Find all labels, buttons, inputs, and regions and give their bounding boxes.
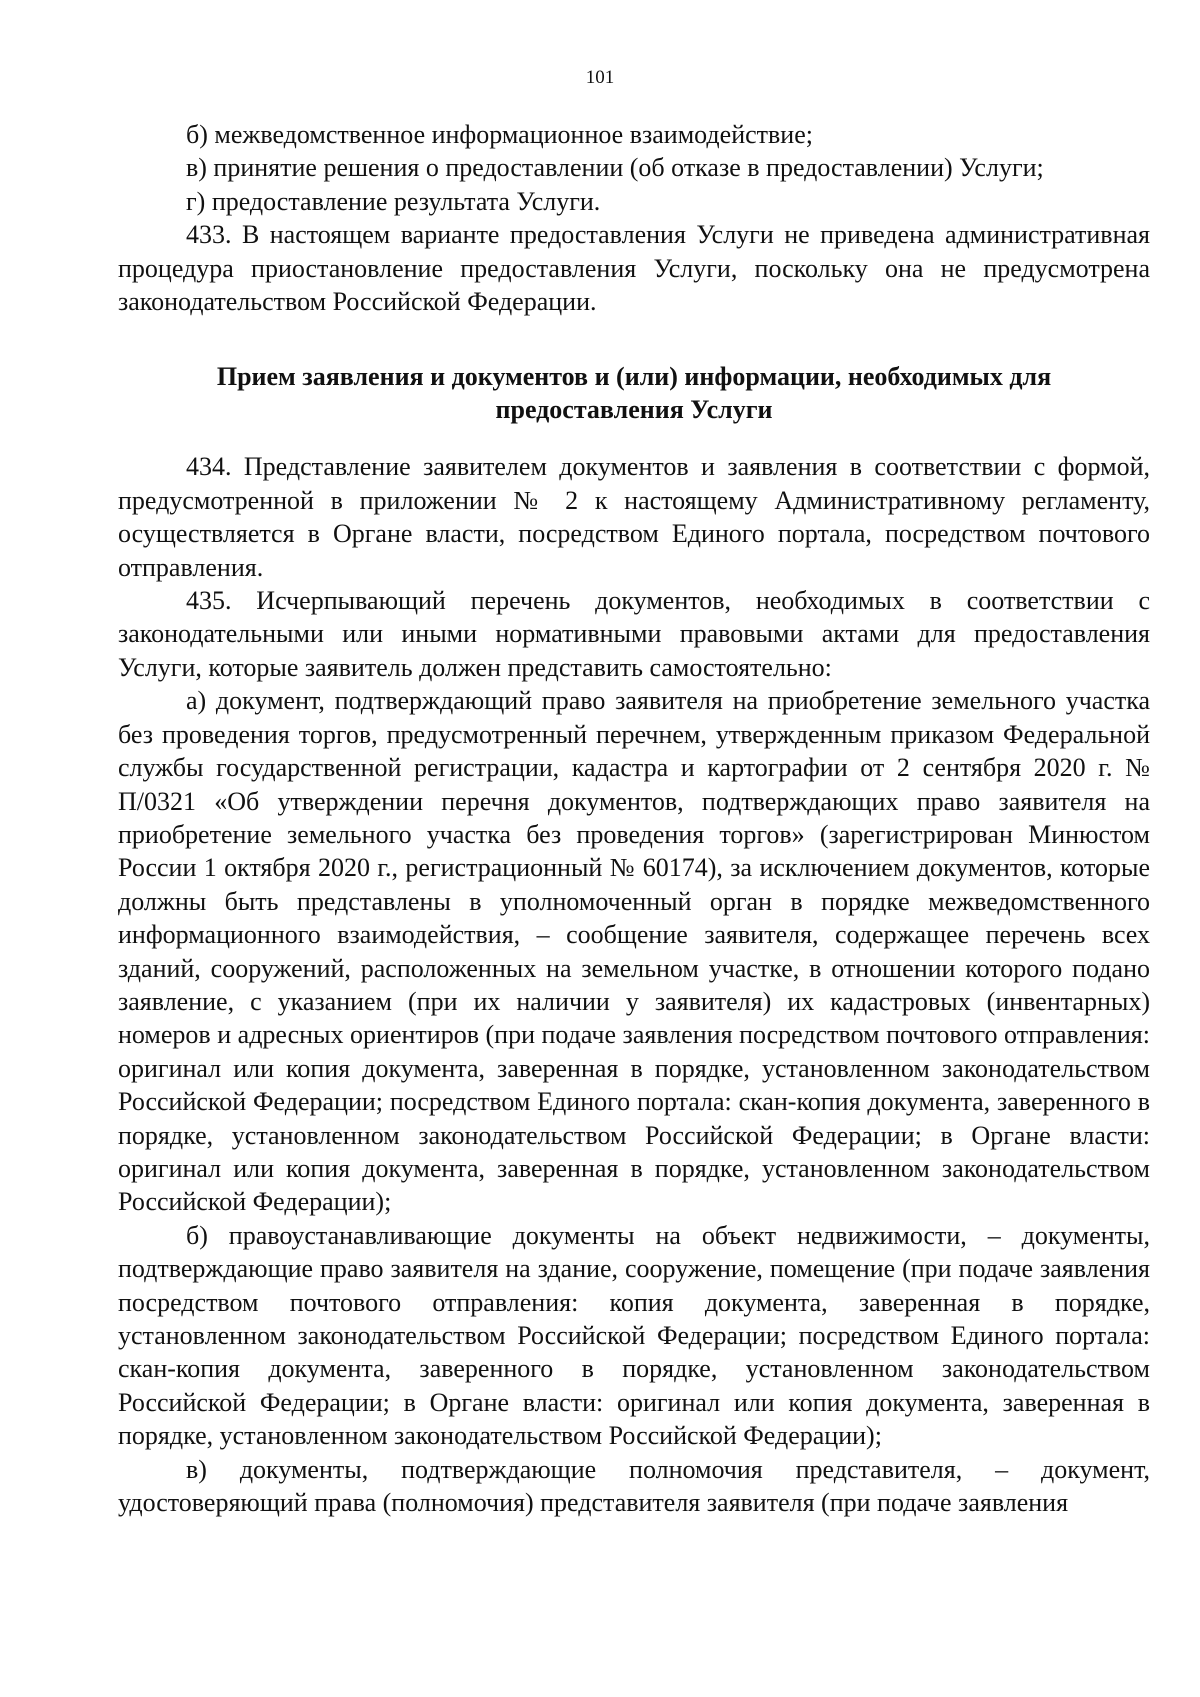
paragraph-434: 434. Представление заявителем документов и заявления в соответствии с формой, предусмотренной в приложении № 2 к настоящему Административному регламенту, осуществляется в Органе власти, посредством Единого портала, посредством почтового отправления. [118, 452, 1150, 582]
paragraph-433: 433. В настоящем варианте предоставления Услуги не приведена административная процедура приостановление предоставления Услуги, поскольку она не предусмотрена законодательством Российской Федерации. [118, 220, 1150, 317]
list-item-b: б) межведомственное информационное взаимодействие; [186, 120, 813, 149]
paragraph-435-b: б) правоустанавливающие документы на объект недвижимости, – документы, подтверждающие право заявителя на здание, сооружение, помещение (при подаче заявления посредством почтового отправления: копия документа, заверенная в порядке, установленном законодательством Российской Федерации; посредством Единого портала: скан-копия документа, заверенного в порядке, установленном законодательством Российской Федерации; в Органе власти: оригинал или копия документа, заверенная в порядке, установленном законодательством Российской Федерации); [118, 1220, 1150, 1451]
document-body [118, 118, 1150, 1519]
list-item-v: в) принятие решения о предоставлении (об отказе в предоставлении) Услуги; [186, 153, 1044, 183]
page-number: 101 [585, 67, 615, 88]
paragraph-435-a: а) документ, подтверждающий право заявителя на приобретение земельного участка без проведения торгов, предусмотренный перечнем, утвержденным приказом Федеральной службы государственной регистрации, кадастра и картографии от 2 сентября 2020 г. № П/0321 «Об утверждении перечня документов, подтверждающих право заявителя на приобретение земельного участка без проведения торгов» (зарегистрирован Минюстом России 1 октября 2020 г., регистрационный № 60174), за исключением документов, которые должны быть представлены в уполномоченный орган в порядке межведомственного информационного взаимодействия, – сообщение заявителя, содержащее перечень всех зданий, сооружений, расположенных на земельном участке, в отношении которого подано заявление, с указанием (при их наличии у заявителя) их кадастровых (инвентарных) номеров и адресных ориентиров (при подаче заявления посредством почтового отправления: оригинал или копия документа, заверенная в порядке, установленном законодательством Российской Федерации; посредством Единого портала: скан-копия документа, заверенного в порядке, установленном законодательством Российской Федерации; в Органе власти: оригинал или копия документа, заверенная в порядке, установленном законодательством Российской Федерации); [118, 686, 1150, 1217]
paragraph-435: 435. Исчерпывающий перечень документов, необходимых в соответствии с законодательными или иными нормативными правовыми актами для предоставления Услуги, которые заявитель должен представить самостоятельно: [118, 586, 1150, 682]
section-heading: Прием заявления и документов и (или) информации, необходимых для предоставления Услуги [216, 362, 1052, 425]
paragraph-435-v: в) документы, подтверждающие полномочия представителя, – документ, удостоверяющий права (полномочия) представителя заявителя (при подаче заявления [118, 1454, 1150, 1518]
list-item-g: г) предоставление результата Услуги. [186, 186, 601, 216]
